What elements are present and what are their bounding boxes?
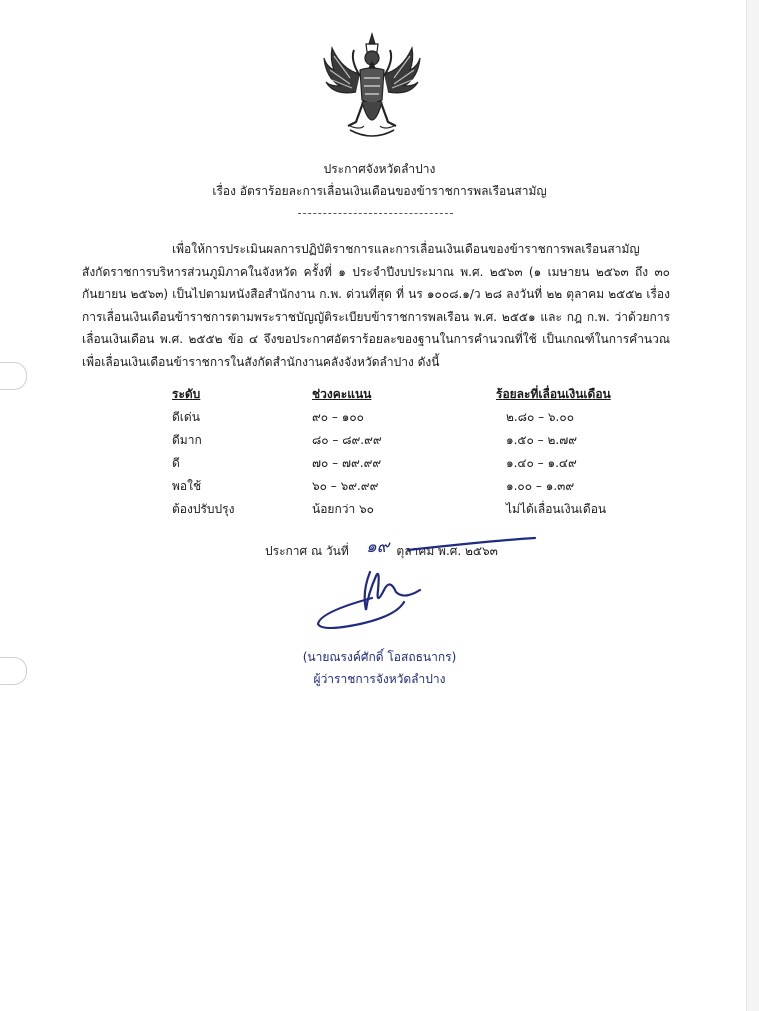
table-cell-score: ๙๐ – ๑๐๐ xyxy=(312,410,365,424)
table-header-level: ระดับ xyxy=(172,387,201,401)
body-paragraph: เพื่อให้การประเมินผลการปฏิบัติราชการและการเลื่อนเงินเดือนของข้าราชการพลเรือนสามัญ สังกัดราชการบริหารส่วนภูมิภาคในจังหวัด ครั้งที่ ๑ ประจำปีงบประมาณ พ.ศ. ๒๕๖๓ (๑ เมษายน ๒๕๖๓ ถึง ๓๐ กันยายน ๒๕๖๓) เป็นไปตามหนังสือสำนักงาน ก.พ. ด่วนที่สุด ที่ นร ๑๐๐๘.๑/ว ๒๘ ลงวันที่ ๒๒ ตุลาคม ๒๕๕๒ เรื่อง การเลื่อนเงินเดือนข้าราชการตามพระราชบัญญัติระเบียบข้าราชการพลเรือน พ.ศ. ๒๕๕๑ และ กฎ ก.พ. ว่าด้วยการเลื่อนเงินเดือน พ.ศ. ๒๕๕๒ ข้อ ๔ จึงขอประกาศอัตราร้อยละของฐานในการคำนวณที่ใช้ เป็นเกณฑ์ในการคำนวณ เพื่อเลื่อนเงินเดือนข้าราชการในสังกัดสำนักงานคลังจังหวัดลำปาง ดังนี้ xyxy=(82,242,670,369)
table-cell-score: ๖๐ – ๖๙.๙๙ xyxy=(312,479,379,493)
title-divider xyxy=(298,213,453,214)
garuda-emblem xyxy=(320,30,424,142)
page-edge xyxy=(747,0,759,1011)
signer-title: ผู้ว่าราชการจังหวัดลำปาง xyxy=(313,672,446,686)
table-cell-level: ดีเด่น xyxy=(172,410,200,424)
table-cell-score: น้อยกว่า ๖๐ xyxy=(312,502,374,516)
table-header-score-range: ช่วงคะแนน xyxy=(312,387,372,401)
body-paragraph-block xyxy=(82,238,670,373)
signer-name: (นายณรงค์ศักดิ์ โอสถธนากร) xyxy=(302,650,457,664)
announcement-prefix: ประกาศ ณ วันที่ xyxy=(265,544,349,558)
table-cell-percent: ไม่ได้เลื่อนเงินเดือน xyxy=(506,502,607,516)
table-cell-score: ๗๐ – ๗๙.๙๙ xyxy=(312,456,382,470)
table-cell-level: ดีมาก xyxy=(172,433,202,447)
announcement-suffix: ตุลาคม พ.ศ. ๒๕๖๓ xyxy=(396,544,498,558)
handwritten-day: ๑๙ xyxy=(366,537,390,557)
table-cell-percent: ๑.๔๐ – ๑.๔๙ xyxy=(506,456,577,470)
table-cell-level: พอใช้ xyxy=(172,479,202,493)
table-cell-level: ดี xyxy=(172,456,180,470)
document-subject: เรื่อง อัตราร้อยละการเลื่อนเงินเดือนของข้าราชการพลเรือนสามัญ xyxy=(212,184,547,198)
punch-hole xyxy=(0,362,27,390)
table-cell-score: ๘๐ – ๘๙.๙๙ xyxy=(312,433,382,447)
table-header-percent: ร้อยละที่เลื่อนเงินเดือน xyxy=(496,387,611,401)
document-title: ประกาศจังหวัดลำปาง xyxy=(323,162,436,176)
table-cell-level: ต้องปรับปรุง xyxy=(172,502,235,516)
table-cell-percent: ๑.๕๐ – ๒.๗๙ xyxy=(506,433,578,447)
table-cell-percent: ๑.๐๐ – ๑.๓๙ xyxy=(506,479,575,493)
page-edge-line xyxy=(746,0,747,1011)
handwritten-signature xyxy=(300,532,550,642)
table-cell-percent: ๒.๘๐ – ๖.๐๐ xyxy=(506,410,575,424)
